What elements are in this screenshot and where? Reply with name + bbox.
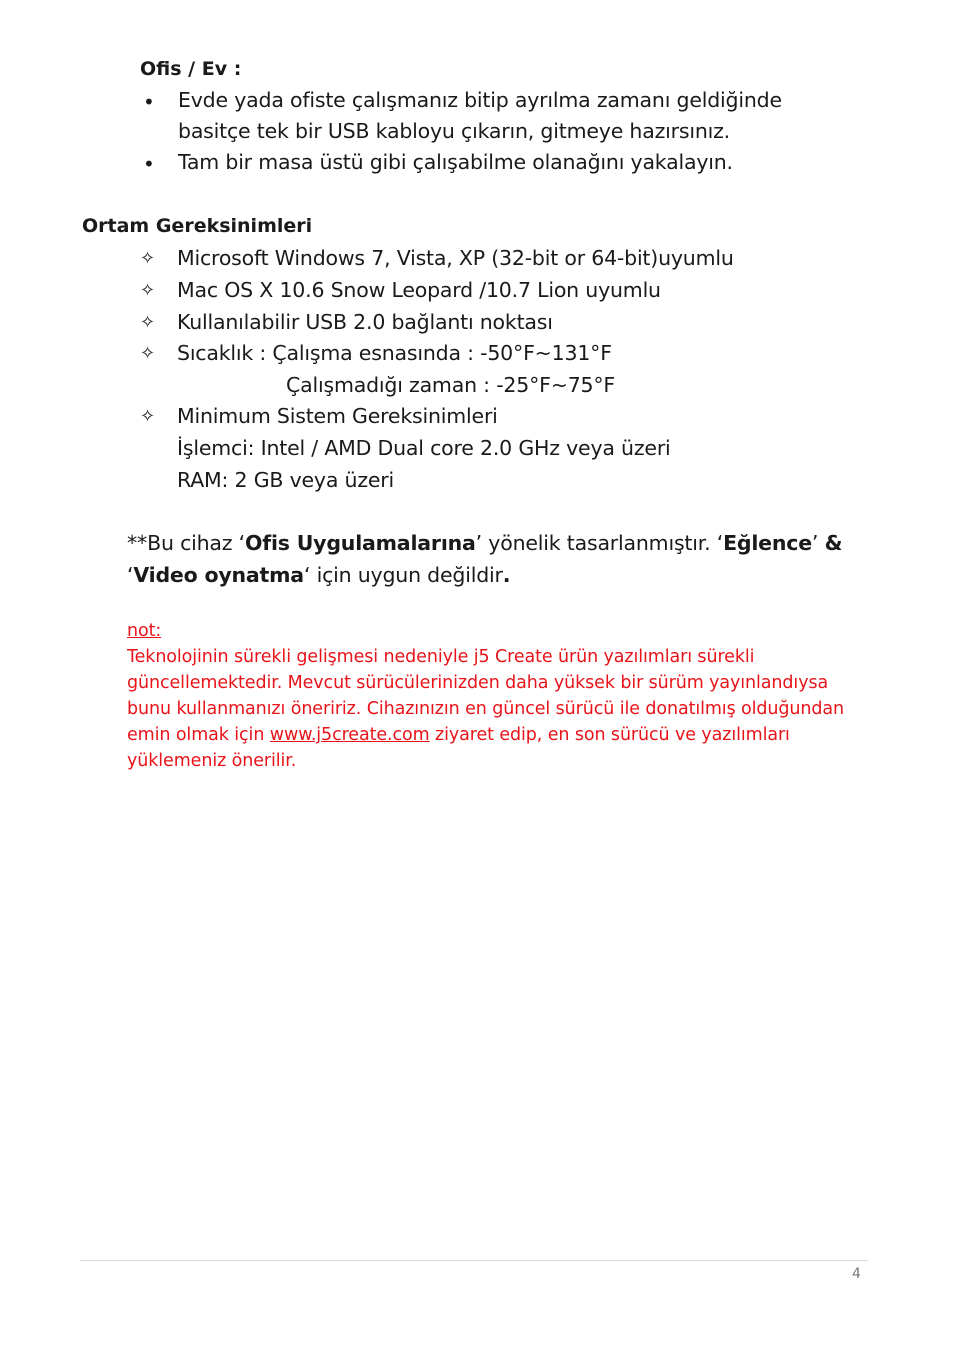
- star-bullet-icon: ✧: [140, 406, 156, 427]
- requirement-item: Minimum Sistem Gereksinimleri: [177, 404, 498, 428]
- disclaimer-bold: .: [502, 563, 511, 587]
- disclaimer-text: ‘: [127, 563, 134, 587]
- disclaimer-text: ’ yönelik tasarlanmıştır. ‘: [475, 531, 724, 555]
- star-bullet-icon: ✧: [140, 343, 156, 364]
- disclaimer-bold: Ofis Uygulamalarına: [245, 531, 476, 555]
- note-line: [127, 725, 790, 745]
- section-heading-office-home: Ofis / Ev :: [140, 58, 242, 80]
- page-number: 4: [852, 1266, 861, 1282]
- j5create-link[interactable]: www.j5create.com: [269, 725, 430, 745]
- bullet-text-continued: basitçe tek bir USB kabloyu çıkarın, gitmeye hazırsınız.: [178, 119, 730, 143]
- temperature-storage: Çalışmadığı zaman : -25°F~75°F: [286, 373, 616, 397]
- requirement-item: Sıcaklık : Çalışma esnasında : -50°F~131°F: [177, 341, 612, 365]
- note-line: Teknolojinin sürekli gelişmesi nedeniyle j5 Create ürün yazılımları sürekli: [127, 647, 755, 667]
- requirement-item: Mac OS X 10.6 Snow Leopard /10.7 Lion uyumlu: [177, 278, 661, 302]
- note-text: ziyaret edip, en son sürücü ve yazılımları: [429, 725, 790, 745]
- note-label: not:: [127, 621, 162, 641]
- disclaimer-text: **Bu cihaz ‘: [127, 531, 245, 555]
- note-line: yüklemeniz önerilir.: [127, 751, 297, 771]
- requirement-item: Kullanılabilir USB 2.0 bağlantı noktası: [177, 310, 553, 334]
- bullet-icon: •: [143, 90, 155, 114]
- disclaimer-line-2: [127, 563, 510, 587]
- star-bullet-icon: ✧: [140, 248, 156, 269]
- footer-divider: [80, 1260, 868, 1261]
- note-line: bunu kullanmanızı öneririz. Cihazınızın en güncel sürücü ile donatılmış olduğundan: [127, 699, 845, 719]
- disclaimer-text: ’: [811, 531, 825, 555]
- cpu-requirement: İşlemci: Intel / AMD Dual core 2.0 GHz veya üzeri: [177, 436, 671, 460]
- disclaimer-bold: &: [824, 531, 843, 555]
- disclaimer-bold: Eğlence: [723, 531, 812, 555]
- ram-requirement: RAM: 2 GB veya üzeri: [177, 468, 395, 492]
- bullet-text: Tam bir masa üstü gibi çalışabilme olanağını yakalayın.: [178, 150, 733, 174]
- note-line: güncellemektedir. Mevcut sürücülerinizden daha yüksek bir sürüm yayınlandıysa: [127, 673, 829, 693]
- disclaimer-line-1: [127, 531, 842, 555]
- star-bullet-icon: ✧: [140, 312, 156, 333]
- bullet-text: Evde yada ofiste çalışmanız bitip ayrılma zamanı geldiğinde: [178, 88, 782, 112]
- note-text: emin olmak için: [127, 725, 270, 745]
- disclaimer-bold: Video oynatma: [133, 563, 304, 587]
- requirement-item: Microsoft Windows 7, Vista, XP (32-bit or 64-bit)uyumlu: [177, 246, 734, 270]
- star-bullet-icon: ✧: [140, 280, 156, 301]
- disclaimer-text: ‘ için uygun değildir: [303, 563, 503, 587]
- section-heading-requirements: Ortam Gereksinimleri: [82, 215, 313, 237]
- bullet-icon: •: [143, 152, 155, 176]
